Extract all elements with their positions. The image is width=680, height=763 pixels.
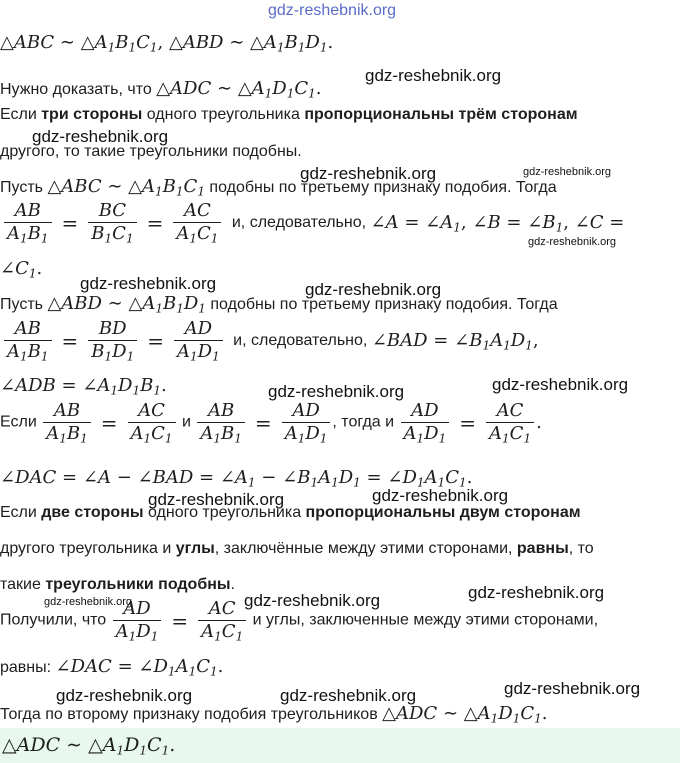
- ratio-row-abd: $\frac{AB}{A_1B_1}$ = $\frac{BD}{B_1D_1}$ = $\frac{AD}{A_1D_1}$ и, следовательно, ∠BAD = $\angle B_1A_1D_1$,: [2, 318, 539, 363]
- answer-box: [0, 728, 680, 763]
- got-ratio-row: Получили, что $\frac{AD}{A_1D_1}$ = $\frac{AC}{A_1C_1}$ и углы, заключенные между этими сторонами,: [0, 598, 599, 644]
- conclusion-line: Тогда по второму признаку подобия треугольников △ADC ∼ $\triangle A_1D_1C_1$.: [0, 703, 548, 726]
- watermark: gdz-reshebnik.org: [80, 274, 217, 293]
- criterion3-line1: Если три стороны одного треугольника пропорциональны трём сторонам: [0, 106, 578, 123]
- watermark: gdz-reshebnik.org: [305, 280, 442, 299]
- watermark-top: gdz-reshebnik.org: [268, 2, 397, 19]
- watermark: gdz-reshebnik.org: [300, 164, 437, 183]
- watermark: gdz-reshebnik.org: [528, 236, 617, 248]
- if-ratio-row: Если $\frac{AB}{A_1B_1}$ = $\frac{AC}{A_1C_1}$ и $\frac{AB}{A_1B_1}$ = $\frac{AD}{A_1D_1}$ , тогда и $\frac{AD}{A_1D_1}$ = $\frac{AC}{A_1C_1}$ .: [0, 400, 542, 446]
- let-abd-line: Пусть △ABD ∼ $\triangle A_1B_1D_1$ подобны по третьему признаку подобия. Тогда: [0, 293, 558, 316]
- watermark: gdz-reshebnik.org: [523, 166, 612, 178]
- watermark: gdz-reshebnik.org: [56, 686, 193, 705]
- given-line: △ABC ∼ $\triangle A_1B_1C_1$, △ABD ∼ $\triangle A_1B_1D_1$.: [0, 32, 334, 55]
- answer-text: △ADC ∼ $\triangle A_1D_1C_1$.: [2, 734, 176, 758]
- equal-angles-line: равны: ∠DAC = $\angle D_1A_1C_1$.: [0, 656, 224, 679]
- watermark: gdz-reshebnik.org: [365, 66, 502, 85]
- watermark: gdz-reshebnik.org: [268, 382, 405, 401]
- watermark: gdz-reshebnik.org: [372, 486, 509, 505]
- watermark: gdz-reshebnik.org: [148, 490, 285, 509]
- criterion2-line3: такие треугольники подобны.: [0, 576, 235, 593]
- criterion3-line2: другого, то такие треугольники подобны.: [0, 143, 302, 160]
- watermark: gdz-reshebnik.org: [504, 679, 641, 698]
- watermark: gdz-reshebnik.org: [32, 127, 169, 146]
- watermark: gdz-reshebnik.org: [280, 686, 417, 705]
- watermark: gdz-reshebnik.org: [468, 583, 605, 602]
- prove-line: Нужно доказать, что △ADC ∼ $\triangle A_1D_1C_1$.: [0, 78, 322, 101]
- ratio-row-abc: $\frac{AB}{A_1B_1}$ = $\frac{BC}{B_1C_1}$ = $\frac{AC}{A_1C_1}$ и, следовательно, ∠A = $\angle A_1$, ∠B = $\angle B_1$, ∠C =: [2, 200, 624, 245]
- watermark: gdz-reshebnik.org: [244, 591, 381, 610]
- angle-c-line: $\angle C_1$.: [0, 258, 43, 281]
- watermark: gdz-reshebnik.org: [492, 375, 629, 394]
- watermark: gdz-reshebnik.org: [44, 596, 133, 608]
- criterion2-line1: Если две стороны одного треугольника пропорциональны двум сторонам: [0, 504, 581, 521]
- criterion2-line2: другого треугольника и углы, заключённые между этими сторонами, равны, то: [0, 540, 594, 557]
- angle-dac-line: ∠DAC = ∠A − ∠BAD = $\angle A_1$ − $\angle B_1A_1D_1$ = $\angle D_1A_1C_1$.: [0, 467, 473, 490]
- angle-adb-line: ∠ADB = $\angle A_1D_1B_1$.: [0, 375, 167, 398]
- let-abc-line: Пусть △ABC ∼ $\triangle A_1B_1C_1$ подобны по третьему признаку подобия. Тогда: [0, 176, 557, 199]
